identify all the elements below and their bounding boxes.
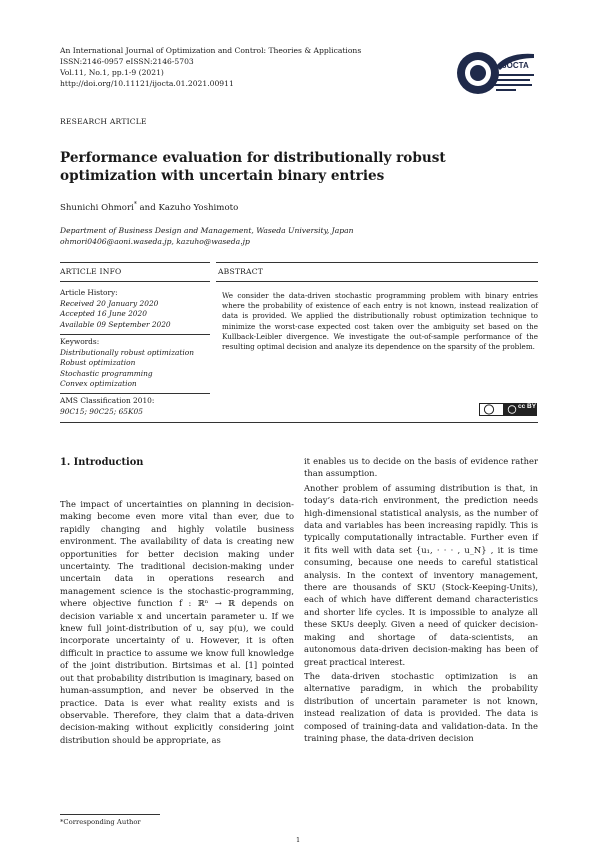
keywords-label: Keywords:: [60, 337, 100, 346]
cc-license-badge[interactable]: [479, 401, 537, 414]
available-date: Available 09 September 2020: [60, 319, 171, 329]
intro-right-column: [304, 455, 538, 744]
keyword-item: Convex optimization: [60, 379, 137, 388]
abstract-text: We consider the data-driven stochastic programming problem with binary entries where the probability of existence of each entry is not known, instead realization of data is provided. We applied the distributionally robust optimization technique to minimize the worst-case expected cost taken over the ambiguity set based on the Kullback-Leibler divergence. We investigate the out-of-sample performance of the resulting optimal decision and analyze its dependence on the sparsity of the problem.: [222, 291, 538, 352]
abstract-heading: ABSTRACT: [218, 267, 264, 276]
affiliation-dept: Department of Business Design and Management, Waseda University, Japan: [60, 226, 354, 235]
author-emails[interactable]: ohmori0406@aoni.waseda.jp, kazuho@waseda.jp: [60, 236, 250, 246]
cc-badge-label: cc BY: [518, 402, 537, 410]
corresponding-mark: *: [133, 201, 137, 208]
history-label: Article History:: [60, 288, 118, 297]
intro-paragraph: Another problem of assuming distribution is that, in today’s data-rich environment, the prediction needs high-dimensional statistical analysis, as the number of data and variables has been increasing rapidly. This is typically computationally intractable. Further even if it fits well with data set {u₁, · · · , u_N} , it is time consuming, because one needs to careful statistical analysis. In the context of inventory management, there are thousands of SKU (Stock-Keeping-Units), each of which have different demand characteristics and shorter life cycles. It is impossible to analyze all these SKUs deeply. Given a need of quicker decision-making and shortage of data-scientists, an autonomous data-driven decision-making has been of great practical interest.: [304, 482, 538, 667]
ams-block: [60, 396, 210, 417]
logo-text: IJOCTA: [500, 61, 529, 70]
divider: [60, 281, 210, 282]
divider: [60, 393, 210, 394]
divider: [216, 262, 538, 263]
ams-codes: 90C15; 90C25; 65K05: [60, 406, 143, 416]
journal-logo: [456, 44, 536, 102]
divider: [60, 262, 210, 263]
intro-paragraph: it enables us to decide on the basis of evidence rather than assumption.: [304, 456, 538, 479]
keyword-item: Distributionally robust optimization: [60, 347, 194, 357]
journal-volume: Vol.11, No.1, pp.1-9 (2021): [60, 68, 164, 77]
journal-doi-link[interactable]: http://doi.org/10.11121/ijocta.01.2021.00911: [60, 79, 234, 88]
author-2: Kazuho Yoshimoto: [158, 202, 239, 213]
authors: [60, 201, 238, 213]
accepted-date: Accepted 16 June 2020: [60, 309, 147, 318]
author-connector: and: [136, 202, 159, 213]
affiliation: [60, 226, 354, 247]
footnote-rule: [60, 814, 160, 815]
intro-left-column: [60, 498, 294, 746]
ams-label: AMS Classification 2010:: [60, 396, 155, 405]
journal-header: [60, 45, 361, 89]
divider: [60, 422, 538, 423]
keyword-item: Robust optimization: [60, 358, 136, 367]
keyword-item: Stochastic programming: [60, 368, 153, 378]
page-number: 1: [296, 836, 301, 844]
received-date: Received 20 January 2020: [60, 298, 159, 308]
footnote-corresponding-author: *Corresponding Author: [60, 818, 141, 826]
section-heading-introduction: 1. Introduction: [60, 457, 144, 468]
article-history: [60, 288, 210, 330]
intro-paragraph: The data-driven stochastic optimization is an alternative paradigm, in which the probability distribution of uncertain parameter is not known, instead realization of data is provided. The data is composed of training-data and validation-data. In the training phase, the data-driven decision: [304, 670, 538, 743]
divider: [216, 281, 538, 282]
author-1: Shunichi Ohmori: [60, 202, 134, 213]
divider: [60, 334, 210, 335]
journal-issn: ISSN:2146-0957 eISSN:2146-5703: [60, 57, 194, 66]
paper-title: Performance evaluation for distributionally robust optimization with uncertain binary entries: [60, 150, 446, 184]
intro-paragraph: The impact of uncertainties on planning in decision-making become even more vital than ever, due to rapidly changing and highly volatile business environment. The availability of data is creating new opportunities for better decision making under uncertainty. The traditional decision-making under uncertain data in operations research and management science is the stochastic-programming, where objective function f : ℝⁿ → ℝ depends on decision variable x and uncertain parameter u. If we knew full joint-distribution of u, say p(u), we could incorporate uncertainty of u. However, it is often difficult in practice to assume we know full knowledge of the joint distribution. Birtsimas et al. [1] pointed out that probability distribution is imaginary, based on human-assumption, and never be observed in the practice. Data is ever what reality exists and is observable. Therefore, they claim that a data-driven decision-making without explicitly considering joint distribution should be appropriate, as: [60, 499, 294, 745]
article-info-heading: ARTICLE INFO: [60, 267, 122, 276]
keywords-block: [60, 337, 210, 390]
article-type: RESEARCH ARTICLE: [60, 117, 147, 126]
journal-name: An International Journal of Optimization and Control: Theories & Applications: [60, 46, 362, 55]
